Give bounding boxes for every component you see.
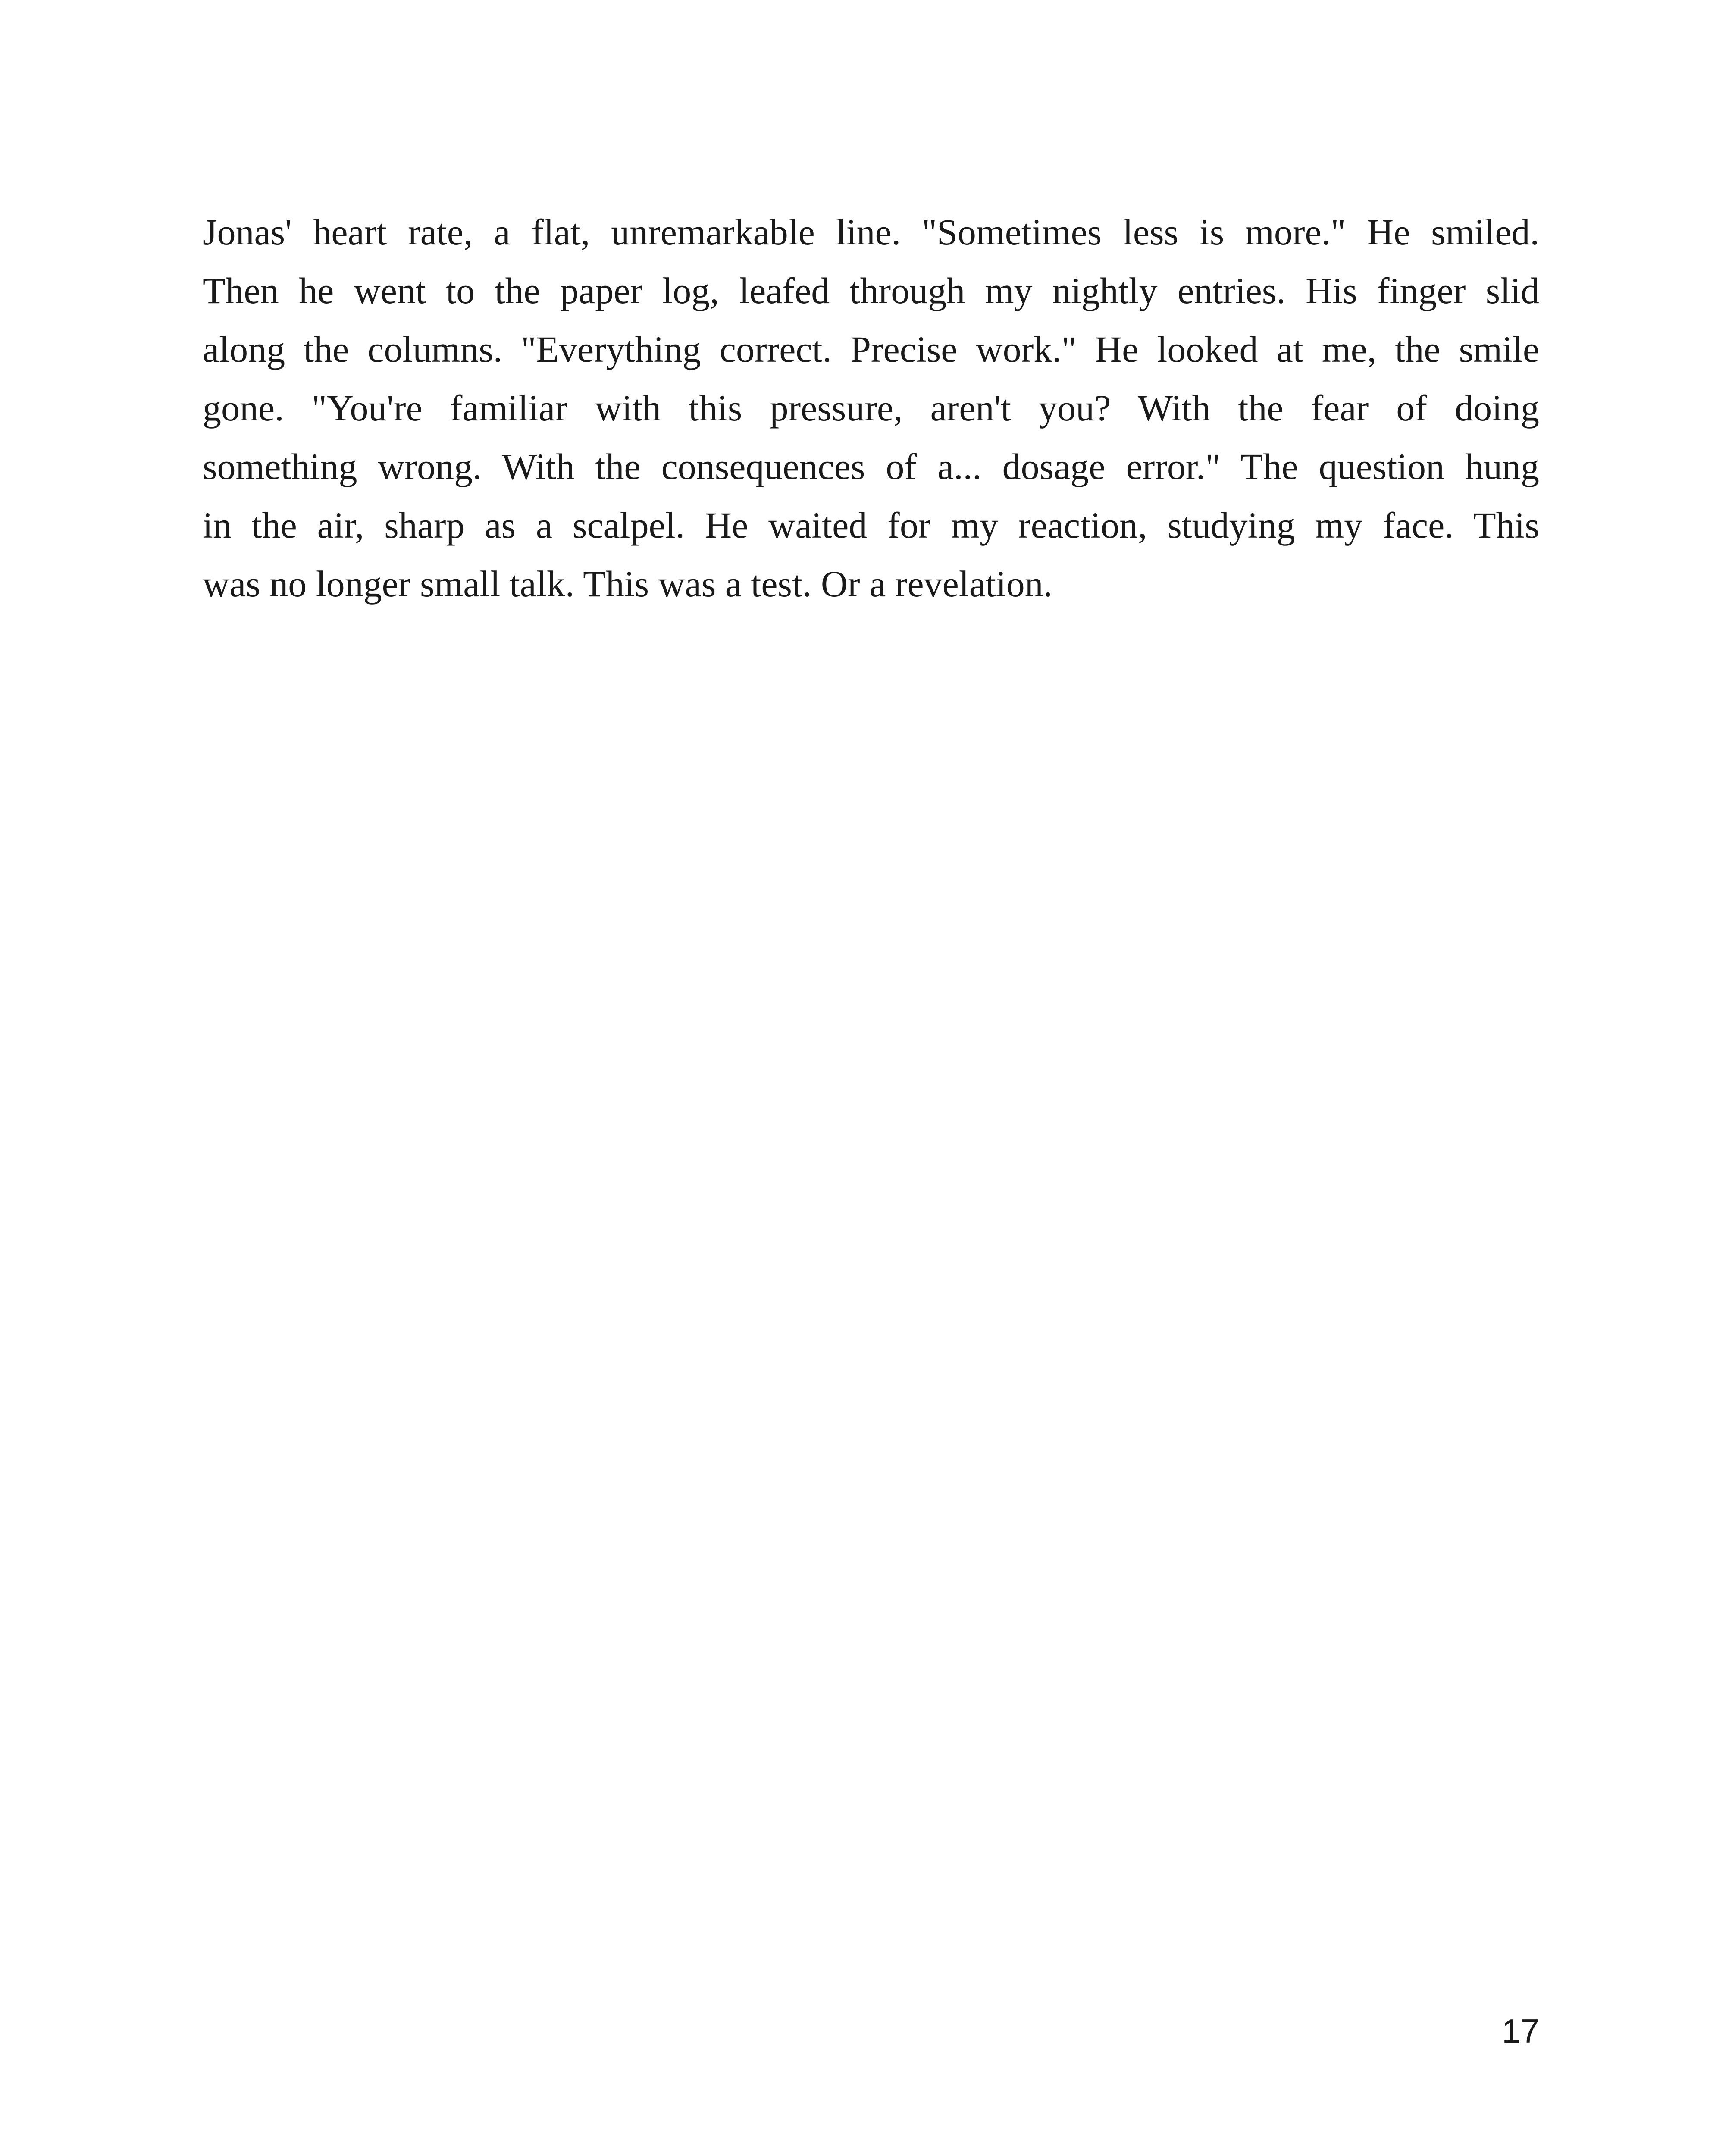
page-number: 17 — [1502, 2012, 1539, 2050]
text-line: in the air, sharp as a scalpel. He waited for my reaction, studying my face. This — [203, 505, 1539, 546]
body-paragraph — [203, 203, 1539, 613]
text-line: Jonas' heart rate, a flat, unremarkable line. "Sometimes less is more." He smiled. — [203, 211, 1539, 253]
text-line: Then he went to the paper log, leafed through my nightly entries. His finger slid — [203, 270, 1539, 311]
text-line: was no longer small talk. This was a test. Or a revelation. — [203, 563, 1053, 605]
text-line: gone. "You're familiar with this pressure, aren't you? With the fear of doing — [203, 387, 1539, 429]
text-line: along the columns. "Everything correct. Precise work." He looked at me, the smile — [203, 329, 1539, 370]
text-line: something wrong. With the consequences of a... dosage error." The question hung — [203, 446, 1539, 487]
